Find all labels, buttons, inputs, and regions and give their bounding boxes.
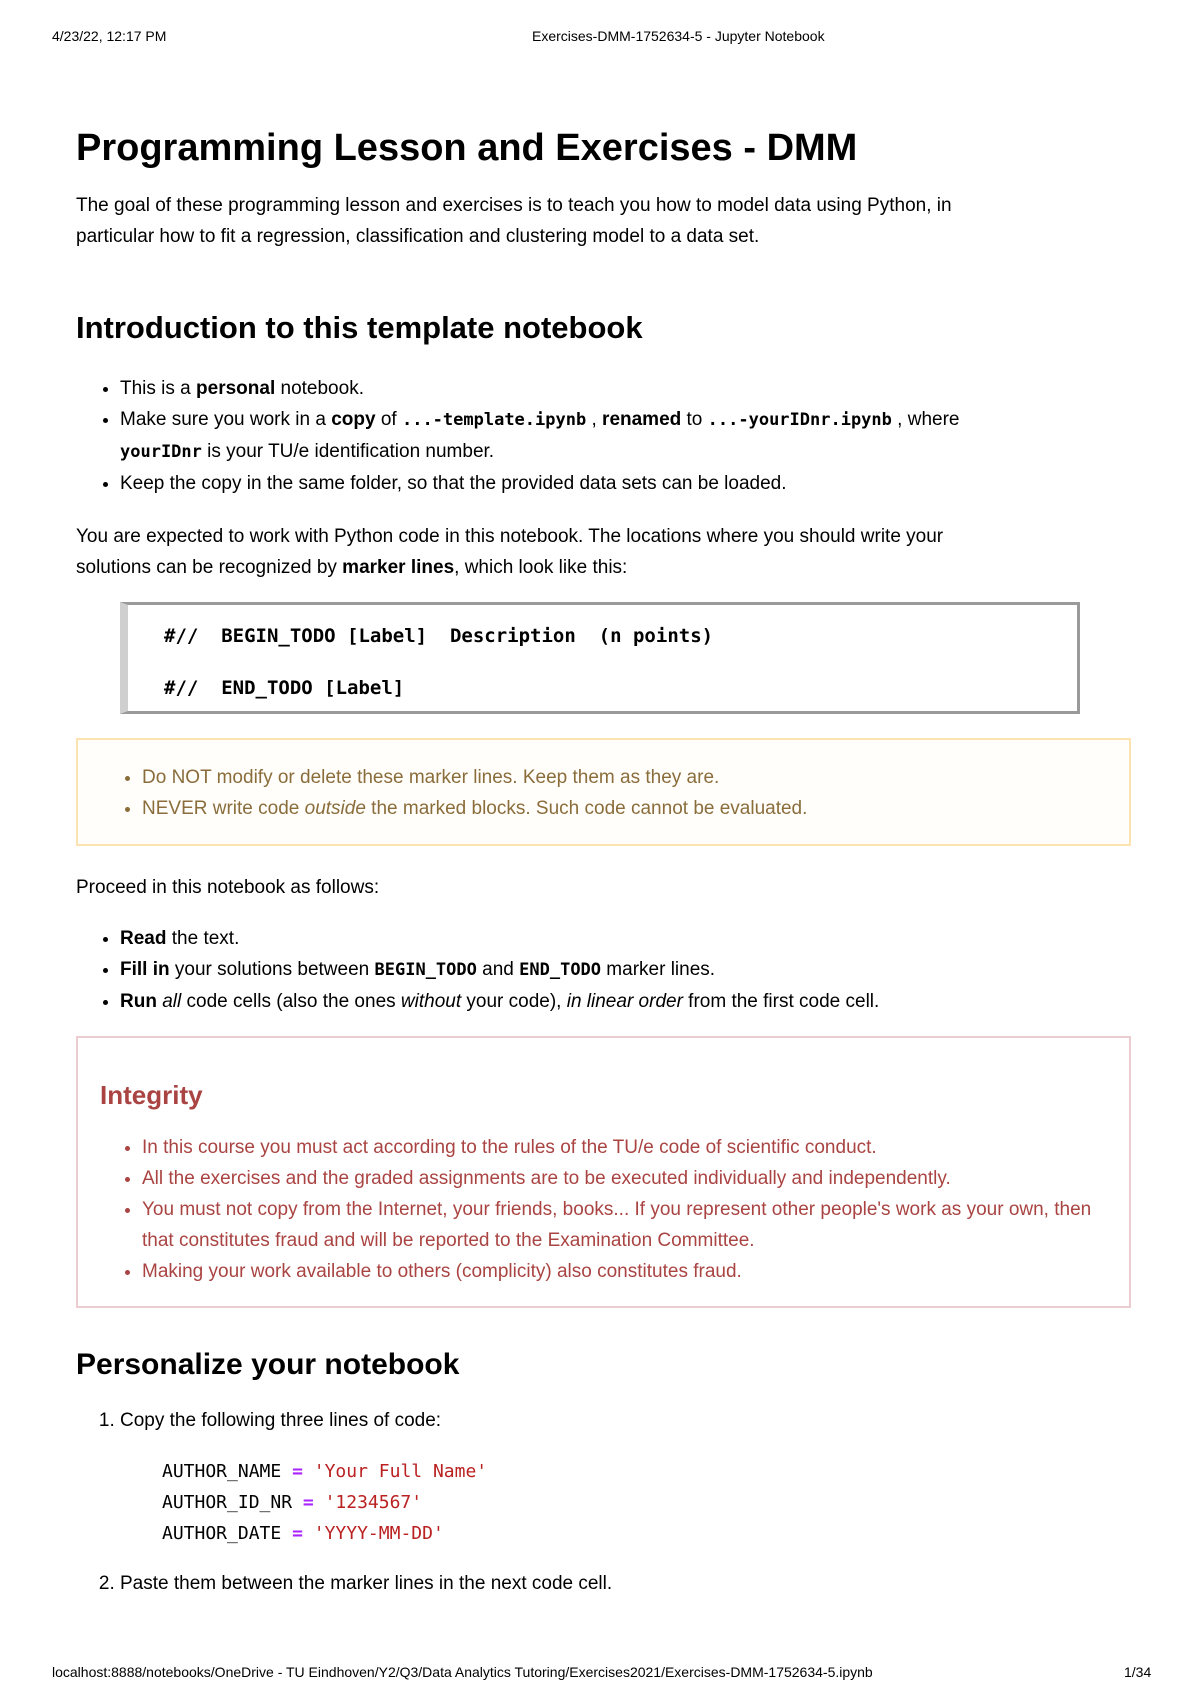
personalize-steps-cont bbox=[76, 1568, 1130, 1599]
section-heading-intro: Introduction to this template notebook bbox=[76, 310, 643, 345]
warning-alert bbox=[76, 738, 1131, 846]
list-item: • All the exercises and the graded assignments are to be executed individually and independently. bbox=[142, 1163, 1102, 1194]
list-item: • Make sure you work in a copy of ...-template.ipynb , renamed to ...-yourIDnr.ipynb , where yourIDnr is your TU/e identification number. bbox=[120, 404, 1130, 468]
code-line-end: #// END_TODO [Label] bbox=[164, 677, 405, 699]
section-heading-personalize: Personalize your notebook bbox=[76, 1348, 460, 1381]
list-item: • In this course you must act according to the rules of the TU/e code of scientific conduct. bbox=[142, 1132, 1102, 1163]
list-item: 2. Paste them between the marker lines in the next code cell. bbox=[120, 1568, 1130, 1599]
list-item: • Run all code cells (also the ones without your code), in linear order from the first code cell. bbox=[120, 986, 1130, 1017]
marker-code-block bbox=[120, 602, 1080, 714]
proceed-intro: Proceed in this notebook as follows: bbox=[76, 877, 380, 898]
author-name-value: 'Your Full Name' bbox=[313, 1461, 488, 1482]
integrity-heading: Integrity bbox=[100, 1080, 203, 1110]
list-item: • Making your work available to others (complicity) also constitutes fraud. bbox=[142, 1256, 1102, 1287]
list-item: • You must not copy from the Internet, your friends, books... If you represent other people's work as your own, then that constitutes fraud and will be reported to the Examination Committee. bbox=[142, 1194, 1102, 1256]
print-page-number: 1/34 bbox=[1124, 1664, 1152, 1680]
code-line-begin: #// BEGIN_TODO [Label] Description (n points) bbox=[164, 625, 714, 647]
author-id-var: AUTHOR_ID_NR bbox=[162, 1492, 293, 1513]
personalize-steps bbox=[76, 1405, 1130, 1436]
assign-op: = bbox=[292, 1523, 303, 1544]
proceed-list bbox=[76, 923, 1130, 1017]
list-item: • Do NOT modify or delete these marker lines. Keep them as they are. bbox=[142, 762, 807, 793]
author-name-var: AUTHOR_NAME bbox=[162, 1461, 282, 1482]
list-item: 1. Copy the following three lines of code: bbox=[120, 1405, 1130, 1436]
author-date-value: 'YYYY-MM-DD' bbox=[313, 1523, 444, 1544]
assign-op: = bbox=[302, 1492, 314, 1513]
intro-line-2: particular how to fit a regression, classification and clustering model to a data set. bbox=[76, 226, 760, 247]
print-datetime: 4/23/22, 12:17 PM bbox=[52, 28, 167, 44]
list-item: • This is a personal notebook. bbox=[120, 373, 1130, 404]
author-id-value: '1234567' bbox=[324, 1492, 423, 1513]
integrity-alert bbox=[76, 1036, 1131, 1308]
list-item: • Keep the copy in the same folder, so that the provided data sets can be loaded. bbox=[120, 468, 1130, 499]
list-item: • Fill in your solutions between BEGIN_TODO and END_TODO marker lines. bbox=[120, 954, 1130, 986]
print-url: localhost:8888/notebooks/OneDrive - TU Eindhoven/Y2/Q3/Data Analytics Tutoring/Exercises2021/Exercises-DMM-1752634-5.ipynb bbox=[52, 1664, 873, 1680]
warning-list bbox=[98, 762, 807, 824]
author-date-var: AUTHOR_DATE bbox=[162, 1523, 282, 1544]
list-item: • NEVER write code outside the marked blocks. Such code cannot be evaluated. bbox=[142, 793, 807, 824]
intro-bullet-list bbox=[76, 373, 1130, 499]
marker-lines-paragraph: You are expected to work with Python code in this notebook. The locations where you should write your solutions can be recognized by marker lines, which look like this: bbox=[76, 526, 944, 578]
intro-paragraph bbox=[76, 190, 1096, 252]
page-title: Programming Lesson and Exercises - DMM bbox=[76, 127, 858, 169]
author-code-snippet bbox=[162, 1456, 487, 1549]
print-title: Exercises-DMM-1752634-5 - Jupyter Notebook bbox=[532, 28, 825, 44]
integrity-list bbox=[98, 1132, 1102, 1287]
assign-op: = bbox=[292, 1461, 303, 1482]
list-item: • Read the text. bbox=[120, 923, 1130, 954]
intro-line-1: The goal of these programming lesson and exercises is to teach you how to model data using Python, in bbox=[76, 195, 952, 216]
